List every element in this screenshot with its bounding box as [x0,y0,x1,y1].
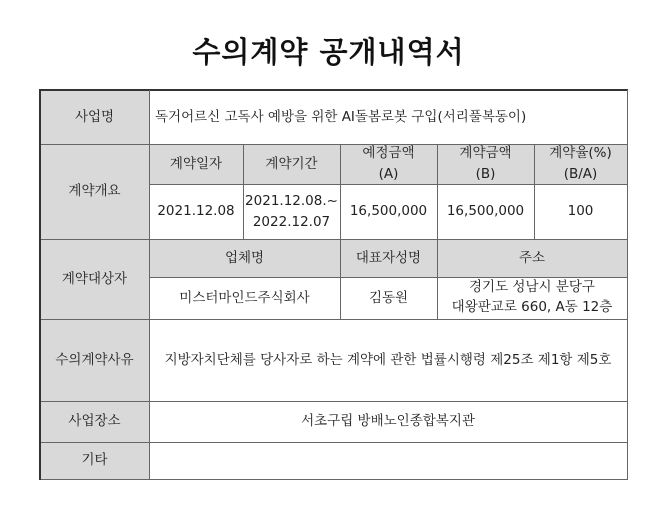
project-name-label: 사업명 [40,90,149,144]
reason-label: 수의계약사유 [40,319,149,401]
row-divider [40,442,628,443]
table-border-right [627,90,628,480]
contract-rate-header-line1: 계약율(%) [549,145,612,162]
estimated-amount-header-line2: (A) [378,166,399,182]
address-line1: 경기도 성남시 분당구 [469,279,595,296]
table-border-bottom [40,479,628,480]
table-border-left [39,89,41,480]
address-line2: 대왕판교로 660, A동 12층 [451,299,613,315]
column-divider [149,90,150,480]
estimated-amount-header [340,144,437,184]
contract-period-end: 2022.12.07 [252,213,331,230]
row-divider [40,239,628,240]
address-value [437,277,627,319]
column-divider [243,144,244,239]
estimated-amount-value: 16,500,000 [349,203,428,220]
company-header: 업체명 [149,239,340,277]
contract-period-header: 계약기간 [243,144,340,184]
contract-date-header: 계약일자 [149,144,243,184]
project-name-value: 독거어르신 고독사 예방을 위한 AI돌봄로봇 구입(서리풀복동이) [155,108,527,125]
column-divider [437,144,438,319]
row-divider [149,277,628,278]
location-value: 서초구립 방배노인종합복지관 [301,413,475,430]
contract-period-value [243,184,340,239]
contract-amount-value: 16,500,000 [446,203,525,220]
company-value: 미스터마인드주식회사 [179,289,310,306]
column-divider [340,144,341,319]
reason-value: 지방자치단체를 당사자로 하는 계약에 관한 법률시행령 제25조 제1항 제5호 [164,351,612,368]
contract-rate-value: 100 [567,203,594,220]
location-label: 사업장소 [40,401,149,442]
row-divider [40,319,628,320]
other-label: 기타 [40,442,149,479]
contract-amount-header [437,144,534,184]
contract-period-start: 2021.12.08.~ [245,192,338,209]
contractor-label: 계약대상자 [40,239,149,319]
representative-value: 김동원 [368,289,409,306]
estimated-amount-header-line1: 예정금액 [362,145,415,162]
contract-amount-header-line2: (B) [475,166,496,182]
contract-date-value: 2021.12.08 [157,203,235,220]
contract-overview-label: 계약개요 [40,144,149,239]
other-value [149,442,627,479]
contract-rate-header [534,144,627,184]
table-border-top [40,89,628,91]
address-header: 주소 [437,239,627,277]
contract-amount-header-line1: 계약금액 [459,145,512,162]
row-divider [40,401,628,402]
page-title: 수의계약 공개내역서 [192,35,465,69]
column-divider [534,144,535,239]
representative-header: 대표자성명 [340,239,437,277]
row-divider [40,144,628,145]
contract-rate-header-line2: (B/A) [563,166,598,182]
row-divider [149,184,628,185]
